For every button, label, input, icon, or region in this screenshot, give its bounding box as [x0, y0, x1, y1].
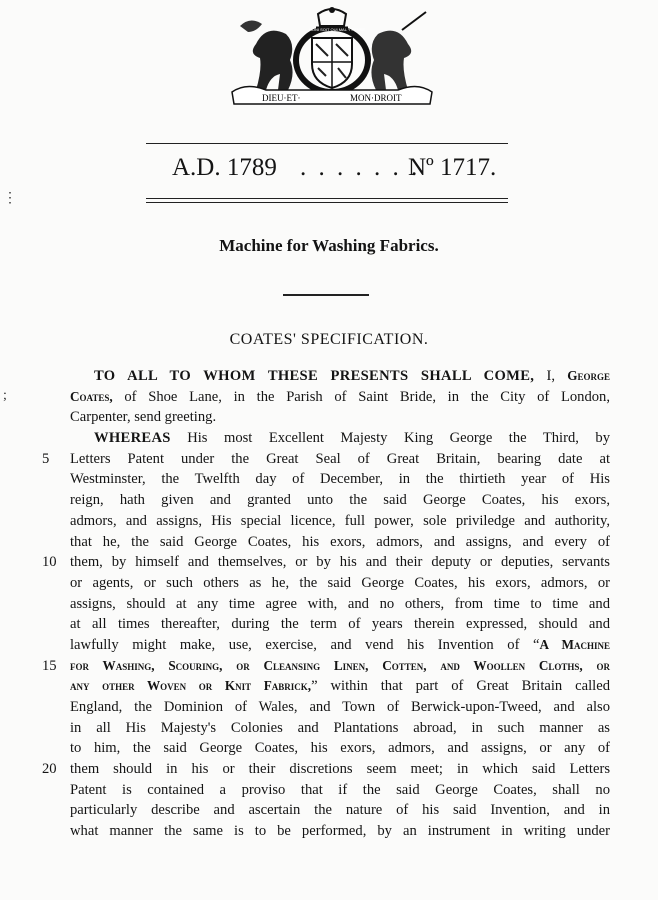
text-run: Westminster, the Twelfth day of December, in the thirtieth year of His	[70, 471, 610, 488]
document-title: Machine for Washing Fabrics.	[219, 236, 439, 255]
text-run: lawfully might make, use, exercise, and vend his Invention of “	[70, 636, 540, 653]
motto-left: DIEU·ET·	[262, 93, 301, 103]
text-run: or agents, or such others as he, the said George Coates, his exors, admors, or	[70, 574, 610, 591]
text-run: Carpenter, send greeting.	[70, 409, 217, 426]
text-run: Coates,	[70, 388, 113, 404]
text-run: in all His Majesty's Colonies and Plantations abroad, in such manner as	[70, 719, 610, 736]
text-line	[70, 614, 610, 635]
text-line	[70, 490, 610, 511]
text-line	[70, 407, 610, 428]
text-run: for Washing, Scouring, or Cleansing Linen, Cotten, and Woollen Cloths, or	[70, 657, 610, 673]
text-line	[70, 387, 610, 408]
text-run: of Shoe Lane, in the Parish of Saint Bride, in the City of London,	[112, 388, 610, 405]
text-line	[42, 656, 610, 677]
specification-body	[42, 366, 611, 842]
text-line	[42, 759, 610, 780]
text-line	[70, 821, 610, 842]
text-run: WHEREAS	[94, 430, 171, 447]
royal-coat-of-arms	[226, 4, 438, 106]
text-line	[70, 573, 610, 594]
top-rule	[146, 143, 508, 144]
patent-number-line	[146, 154, 508, 188]
text-run: to him, the said George Coates, his exors, admors, and assigns, or any of	[70, 740, 610, 757]
text-run: TO ALL TO WHOM THESE PRESENTS SHALL COME,	[94, 368, 535, 384]
line-number: 20	[42, 761, 57, 778]
text-line	[70, 718, 610, 739]
text-line	[42, 552, 610, 573]
text-run: particularly describe and ascertain the nature of his said Invention, and in	[70, 802, 610, 819]
text-run: that he, the said George Coates, his exors, admors, and assigns, and every of	[70, 533, 610, 550]
line-number: 15	[42, 657, 57, 674]
text-line	[42, 449, 610, 470]
line-number: 5	[42, 450, 50, 467]
margin-mark: ⋮	[3, 191, 17, 206]
text-run: admors, and assigns, His special licence, full power, sole priviledge and authority,	[70, 512, 610, 529]
patent-year: A.D. 1789	[172, 154, 277, 181]
text-line	[70, 594, 610, 615]
text-run: Patent is contained a proviso that if the said George Coates, shall no	[70, 781, 610, 798]
specification-heading: COATES' SPECIFICATION.	[229, 331, 429, 348]
line-number: 10	[42, 554, 57, 571]
text-line	[70, 697, 610, 718]
text-line	[70, 469, 610, 490]
motto-right: MON·DROIT	[350, 93, 402, 103]
text-line	[70, 635, 610, 656]
patent-number: Nº 1717.	[408, 154, 497, 181]
leader-dots: . . . . . . .	[300, 154, 421, 181]
text-run: assigns, should at any time agree with, and no others, from time to time and	[70, 595, 610, 612]
margin-mark: ;	[3, 388, 7, 403]
double-rule	[146, 198, 508, 203]
garter-text: HONI SOIT QUI MAL Y PENSE	[309, 27, 366, 32]
text-line	[70, 676, 610, 697]
text-run: A Machine	[539, 636, 610, 652]
text-run: at all times thereafter, during the term of years therein expressed, should and	[70, 616, 610, 633]
text-run: ” within that part of Great Britain called	[311, 678, 611, 695]
text-line	[70, 532, 610, 553]
text-run: them, by himself and themselves, or by his and their deputy or deputies, servants	[70, 554, 610, 571]
text-line	[70, 738, 610, 759]
text-run: any other Woven or Knit Fabrick,	[70, 678, 312, 694]
text-run: Letters Patent under the Great Seal of Great Britain, bearing date at	[70, 450, 610, 467]
title-rule	[283, 294, 369, 296]
text-line	[70, 428, 610, 449]
text-line	[70, 511, 610, 532]
text-run: them should in his or their discretions seem meet; in which said Letters	[70, 761, 610, 778]
text-line	[70, 800, 610, 821]
text-run: reign, hath given and granted unto the said George Coates, his exors,	[70, 492, 610, 509]
text-line	[70, 366, 610, 387]
text-run: England, the Dominion of Wales, and Town of Berwick-upon-Tweed, and also	[70, 699, 610, 715]
text-run: His most Excellent Majesty King George the Third, by	[170, 430, 610, 447]
text-run: I,	[534, 368, 568, 384]
text-run: what manner the same is to be performed, by an instrument in writing under	[70, 823, 610, 840]
text-run: George	[567, 368, 610, 383]
text-line	[70, 780, 610, 801]
